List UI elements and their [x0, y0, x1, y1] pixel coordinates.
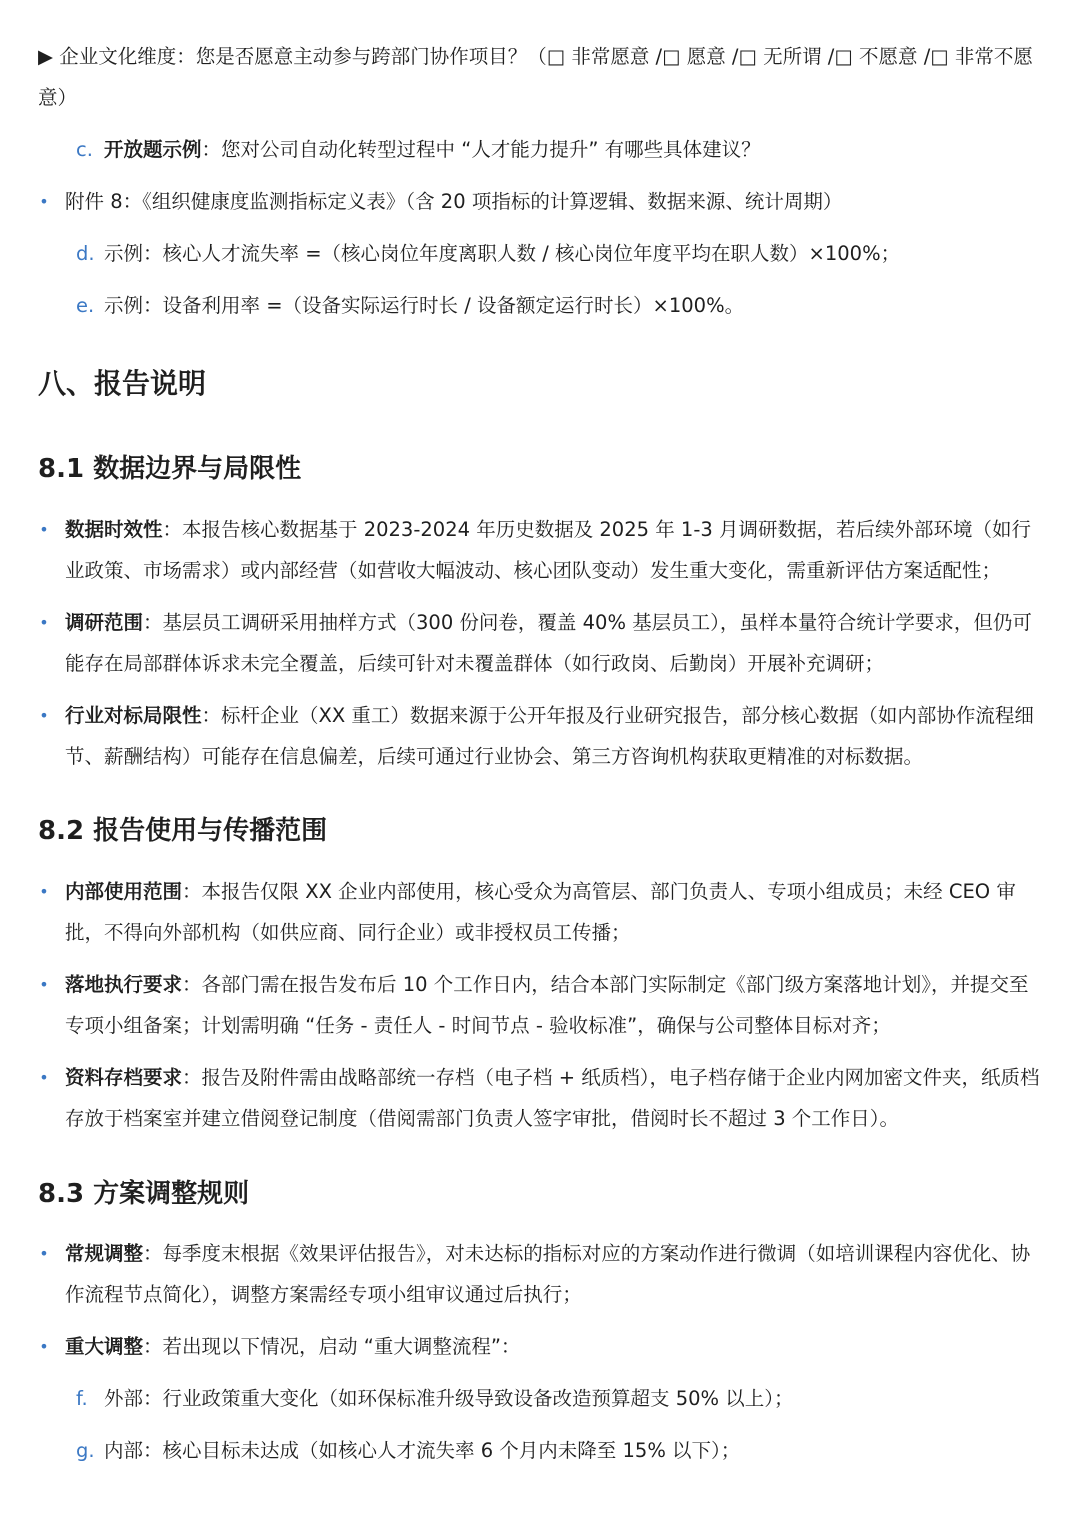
item-label: 调研范围 — [65, 611, 144, 634]
item-text: ：各部门需在报告发布后 10 个工作日内，结合本部门实际制定《部门级方案落地计划》，并提交至专项小组备案；计划需明确 “任务 - 责任人 - 时间节点 - 验收标准”，确保与公司整体目标对齐； — [65, 973, 1029, 1037]
item-text: 内部：核心目标未达成（如核心人才流失率 6 个月内未降至 15% 以下）； — [104, 1439, 741, 1462]
item-label: 重大调整 — [65, 1335, 144, 1358]
item-label: 内部使用范围 — [65, 880, 183, 903]
item-label: 行业对标局限性 — [65, 704, 202, 727]
list-item — [39, 871, 1042, 953]
bullet-icon: • — [39, 192, 49, 211]
sub-item-g — [76, 1430, 1042, 1471]
list-marker: f. — [76, 1387, 88, 1410]
bullet-icon: • — [39, 520, 49, 539]
list-item — [39, 1326, 1042, 1367]
list-item — [39, 964, 1042, 1046]
item-text: ：报告及附件需由战略部统一存档（电子档 + 纸质档），电子档存储于企业内网加密文件夹，纸质档存放于档案室并建立借阅登记制度（借阅需部门负责人签字审批，借阅时长不超过 3 个工作日）。 — [65, 1066, 1040, 1130]
item-text: ：您对公司自动化转型过程中 “人才能力提升” 有哪些具体建议？ — [201, 138, 761, 161]
example-d — [76, 233, 1042, 274]
bullet-icon: • — [39, 706, 49, 725]
bullet-icon: • — [39, 1068, 49, 1087]
bullet-icon: • — [39, 882, 49, 901]
list-item — [39, 695, 1042, 777]
section-title-8-2: 8.2 报告使用与传播范围 — [38, 816, 328, 846]
item-text: ：基层员工调研采用抽样方式（300 份问卷，覆盖 40% 基层员工），虽样本量符合统计学要求，但仍可能存在局部群体诉求未完全覆盖，后续可针对未覆盖群体（如行政岗、后勤岗）开展补充调研； — [65, 611, 1032, 675]
item-label: 落地执行要求 — [65, 973, 183, 996]
list-item — [39, 509, 1042, 591]
item-text: 示例：设备利用率 =（设备实际运行时长 / 设备额定运行时长）×100%。 — [104, 294, 745, 317]
chapter-title: 八、报告说明 — [38, 367, 207, 400]
item-text: ：本报告核心数据基于 2023-2024 年历史数据及 2025 年 1-3 月调研数据，若后续外部环境（如行业政策、市场需求）或内部经营（如营收大幅波动、核心团队变动）发生重大变化，需重新评估方案适配性； — [65, 518, 1031, 582]
item-text: 附件 8：《组织健康度监测指标定义表》（含 20 项指标的计算逻辑、数据来源、统计周期） — [65, 190, 843, 213]
sub-item-f — [76, 1378, 1042, 1419]
list-marker: e. — [76, 294, 95, 317]
section-title-8-1: 8.1 数据边界与局限性 — [38, 454, 302, 484]
bullet-icon: • — [39, 975, 49, 994]
item-label: 开放题示例 — [104, 138, 202, 161]
item-text: 外部：行业政策重大变化（如环保标准升级导致设备改造预算超支 50% 以上）； — [104, 1387, 794, 1410]
section-title-8-3: 8.3 方案调整规则 — [38, 1179, 250, 1209]
list-item — [39, 1233, 1042, 1315]
item-text: ：本报告仅限 XX 企业内部使用，核心受众为高管层、部门负责人、专项小组成员；未经 CEO 审批，不得向外部机构（如供应商、同行企业）或非授权员工传播； — [65, 880, 1016, 944]
culture-question: ▶ 企业文化维度：您是否愿意主动参与跨部门协作项目？（□ 非常愿意 /□ 愿意 /□ 无所谓 /□ 不愿意 /□ 非常不愿意） — [38, 45, 1033, 109]
example-e — [76, 285, 1042, 326]
list-marker: g. — [76, 1439, 95, 1462]
item-label: 资料存档要求 — [65, 1066, 183, 1089]
list-marker: d. — [76, 242, 95, 265]
bullet-icon: • — [39, 613, 49, 632]
item-text: ：标杆企业（XX 重工）数据来源于公开年报及行业研究报告，部分核心数据（如内部协作流程细节、薪酬结构）可能存在信息偏差，后续可通过行业协会、第三方咨询机构获取更精准的对标数据。 — [65, 704, 1034, 768]
bullet-icon: • — [39, 1337, 49, 1356]
item-text: ：若出现以下情况，启动 “重大调整流程”： — [143, 1335, 521, 1358]
item-label: 数据时效性 — [65, 518, 163, 541]
attachment-8 — [39, 181, 1042, 222]
item-label: 常规调整 — [65, 1242, 144, 1265]
open-question-example — [76, 129, 1042, 170]
item-text: ：每季度末根据《效果评估报告》，对未达标的指标对应的方案动作进行微调（如培训课程内容优化、协作流程节点简化），调整方案需经专项小组审议通过后执行； — [65, 1242, 1031, 1306]
list-marker: c. — [76, 138, 93, 161]
item-text: 示例：核心人才流失率 =（核心岗位年度离职人数 / 核心岗位年度平均在职人数）×100%； — [104, 242, 901, 265]
bullet-icon: • — [39, 1244, 49, 1263]
list-item — [39, 1057, 1042, 1139]
list-item — [39, 602, 1042, 684]
